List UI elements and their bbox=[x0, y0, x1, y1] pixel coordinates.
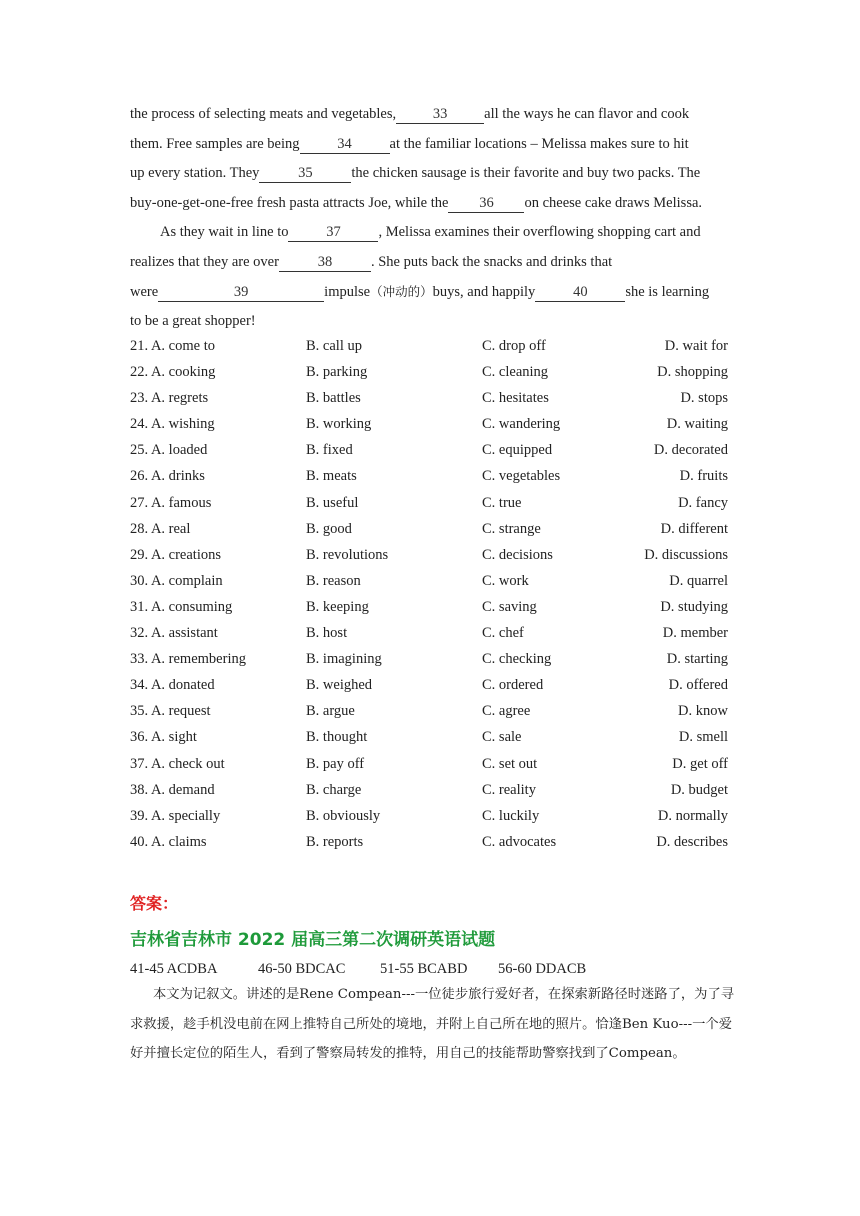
blank-37: 37 bbox=[288, 223, 378, 242]
question-option-b: B. charge bbox=[306, 781, 362, 798]
question-option-c: C. equipped bbox=[482, 442, 553, 459]
exam-title: 吉林省吉林市 2022 届高三第二次调研英语试题 bbox=[130, 930, 496, 950]
passage-line: the process of selecting meats and vegetables, 33 all the ways he can flavor and cook bbox=[130, 106, 690, 122]
question-option-a: 40. A. claims bbox=[130, 833, 207, 850]
question-row bbox=[130, 699, 750, 725]
question-option-d: D. starting bbox=[666, 651, 728, 668]
question-option-c: C. work bbox=[482, 572, 529, 589]
question-option-d: D. member bbox=[662, 625, 728, 642]
question-option-b: B. fixed bbox=[306, 442, 353, 459]
question-option-d: D. shopping bbox=[657, 364, 728, 381]
question-option-a: 21. A. come to bbox=[130, 338, 215, 354]
question-option-c: C. strange bbox=[482, 520, 541, 537]
question-option-d: D. different bbox=[660, 520, 728, 537]
answer-key: 56-60 DDACB bbox=[498, 961, 587, 977]
question-option-d: D. budget bbox=[670, 781, 728, 798]
question-option-b: B. revolutions bbox=[306, 546, 389, 563]
question-option-c: C. checking bbox=[482, 651, 552, 668]
question-row bbox=[130, 386, 750, 412]
question-option-b: B. battles bbox=[306, 390, 361, 407]
question-list bbox=[130, 334, 750, 856]
question-option-b: B. call up bbox=[306, 338, 362, 354]
passage bbox=[130, 102, 740, 338]
question-option-b: B. parking bbox=[306, 364, 368, 381]
question-option-c: C. reality bbox=[482, 781, 536, 798]
question-option-c: C. chef bbox=[482, 625, 524, 642]
explanation-text: 本文为记叙文。讲述的是Rene Compean---一位徒步旅行爱好者，在探索新路径时迷路了，为了寻求救援，趁手机没电前在网上推特自己所处的境地，并附上自己所在地的照片。恰逢Ben Kuo---一个爱好并擅长定位的陌生人，看到了警察局转发的推特，用自己的技能帮助警察找到了Compean。 bbox=[130, 987, 735, 1061]
question-option-c: C. true bbox=[482, 494, 522, 511]
question-option-d: D. know bbox=[678, 703, 728, 720]
question-option-a: 30. A. complain bbox=[130, 572, 223, 589]
question-row bbox=[130, 804, 750, 830]
question-option-b: B. working bbox=[306, 416, 372, 433]
question-option-a: 36. A. sight bbox=[130, 729, 197, 746]
question-row bbox=[130, 464, 750, 490]
question-option-a: 27. A. famous bbox=[130, 494, 212, 511]
explanation bbox=[130, 980, 740, 1069]
question-option-b: B. reports bbox=[306, 833, 364, 850]
question-option-c: C. cleaning bbox=[482, 364, 549, 381]
blank-33: 33 bbox=[396, 105, 484, 124]
blank-38: 38 bbox=[279, 253, 371, 272]
question-row bbox=[130, 360, 750, 386]
question-option-b: B. host bbox=[306, 625, 348, 642]
answer-keys bbox=[130, 961, 586, 978]
question-option-d: D. studying bbox=[660, 598, 728, 615]
question-option-a: 26. A. drinks bbox=[130, 468, 205, 485]
question-row bbox=[130, 412, 750, 438]
blank-39: 39 bbox=[158, 283, 324, 302]
passage-line: realizes that they are over 38 . She puts back the snacks and drinks that bbox=[130, 253, 613, 270]
question-option-b: B. weighed bbox=[306, 677, 373, 694]
question-option-d: D. normally bbox=[657, 807, 728, 824]
question-row bbox=[130, 830, 750, 856]
question-option-a: 34. A. donated bbox=[130, 677, 215, 694]
question-option-b: B. thought bbox=[306, 729, 368, 746]
question-row bbox=[130, 334, 750, 360]
question-option-a: 32. A. assistant bbox=[130, 625, 218, 642]
question-option-c: C. agree bbox=[482, 703, 531, 720]
question-option-b: B. keeping bbox=[306, 598, 369, 615]
question-option-a: 39. A. specially bbox=[130, 807, 221, 824]
question-option-a: 28. A. real bbox=[130, 520, 191, 537]
question-option-c: C. ordered bbox=[482, 677, 544, 694]
question-option-c: C. luckily bbox=[482, 807, 540, 824]
question-option-a: 38. A. demand bbox=[130, 781, 215, 798]
question-option-c: C. hesitates bbox=[482, 390, 549, 407]
question-option-a: 37. A. check out bbox=[130, 755, 225, 772]
question-option-b: B. pay off bbox=[306, 755, 365, 772]
question-option-b: B. meats bbox=[306, 468, 357, 485]
question-option-c: C. sale bbox=[482, 729, 522, 746]
question-row bbox=[130, 725, 750, 751]
question-row bbox=[130, 621, 750, 647]
question-option-c: C. vegetables bbox=[482, 468, 561, 485]
question-row bbox=[130, 647, 750, 673]
question-option-b: B. imagining bbox=[306, 651, 382, 668]
question-option-a: 35. A. request bbox=[130, 703, 211, 720]
question-option-a: 24. A. wishing bbox=[130, 416, 215, 433]
passage-line: As they wait in line to 37 , Melissa examines their overflowing shopping cart and bbox=[160, 224, 701, 240]
question-row bbox=[130, 595, 750, 621]
question-option-c: C. set out bbox=[482, 755, 538, 772]
question-option-b: B. good bbox=[306, 520, 352, 537]
question-option-d: D. smell bbox=[678, 729, 728, 746]
passage-line: buy-one-get-one-free fresh pasta attracts Joe, while the 36 on cheese cake draws Melissa. bbox=[130, 194, 703, 211]
question-row bbox=[130, 517, 750, 543]
question-option-d: D. stops bbox=[680, 390, 728, 407]
answer-key: 41-45 ACDBA bbox=[130, 961, 218, 977]
answer-key: 46-50 BDCAC bbox=[258, 961, 346, 977]
question-option-d: D. quarrel bbox=[669, 572, 728, 589]
question-option-c: C. saving bbox=[482, 598, 537, 615]
answer-heading: 答案： bbox=[130, 894, 179, 913]
question-option-a: 25. A. loaded bbox=[130, 442, 208, 459]
question-option-b: B. obviously bbox=[306, 807, 381, 824]
passage-line: were 39 impulse（冲动的）buys, and happily 40 she is learning bbox=[130, 284, 710, 300]
question-option-a: 31. A. consuming bbox=[130, 598, 233, 615]
blank-35: 35 bbox=[259, 164, 351, 183]
question-row bbox=[130, 543, 750, 569]
passage-line: them. Free samples are being 34 at the familiar locations – Melissa makes sure to hit bbox=[130, 135, 689, 152]
passage-line: to be a great shopper! bbox=[130, 312, 256, 329]
question-option-a: 22. A. cooking bbox=[130, 364, 216, 381]
question-option-d: D. fancy bbox=[678, 494, 728, 511]
passage-line: up every station. They 35 the chicken sausage is their favorite and buy two packs. The bbox=[130, 165, 701, 181]
question-row bbox=[130, 491, 750, 517]
blank-34: 34 bbox=[300, 135, 390, 154]
blank-36: 36 bbox=[448, 194, 524, 213]
question-option-a: 29. A. creations bbox=[130, 546, 222, 563]
question-row bbox=[130, 673, 750, 699]
question-option-b: B. argue bbox=[306, 703, 355, 720]
answer-key: 51-55 BCABD bbox=[380, 961, 468, 977]
question-row bbox=[130, 778, 750, 804]
question-option-b: B. useful bbox=[306, 494, 359, 511]
question-option-d: D. waiting bbox=[666, 416, 728, 433]
question-option-b: B. reason bbox=[306, 572, 361, 589]
question-option-a: 33. A. remembering bbox=[130, 651, 246, 668]
question-option-c: C. decisions bbox=[482, 546, 553, 563]
question-option-d: D. get off bbox=[672, 755, 728, 772]
question-row bbox=[130, 752, 750, 778]
question-option-d: D. wait for bbox=[664, 338, 728, 354]
question-option-d: D. discussions bbox=[644, 546, 728, 563]
question-option-a: 23. A. regrets bbox=[130, 390, 209, 407]
question-option-d: D. offered bbox=[668, 677, 728, 694]
question-option-d: D. describes bbox=[656, 833, 728, 850]
question-row bbox=[130, 569, 750, 595]
question-option-c: C. advocates bbox=[482, 833, 557, 850]
question-option-d: D. decorated bbox=[653, 442, 728, 459]
question-option-c: C. wandering bbox=[482, 416, 561, 433]
blank-40: 40 bbox=[535, 283, 625, 302]
question-row bbox=[130, 438, 750, 464]
question-option-d: D. fruits bbox=[679, 468, 728, 485]
question-option-c: C. drop off bbox=[482, 338, 546, 354]
